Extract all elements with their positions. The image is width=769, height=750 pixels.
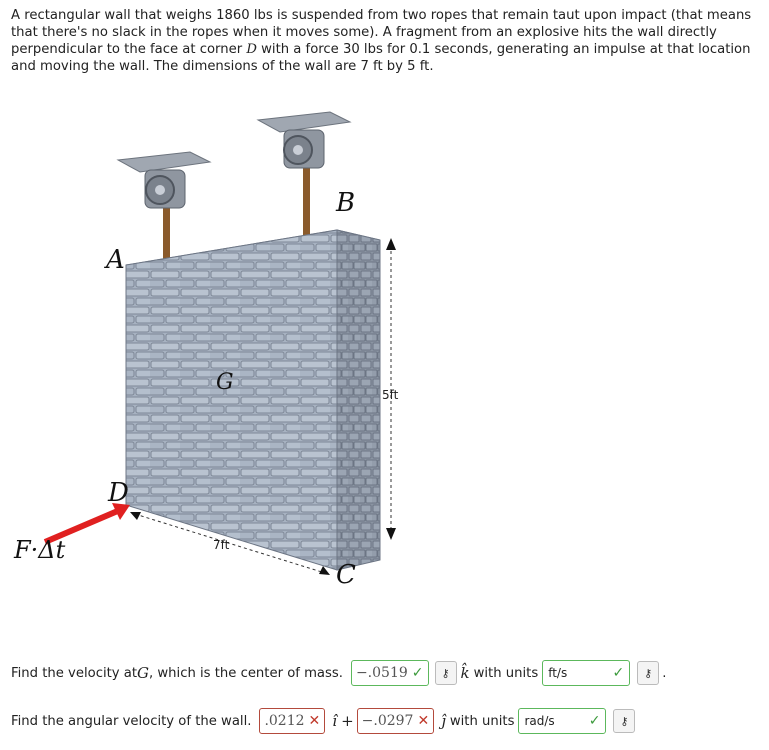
label-impulse: F·Δt: [14, 536, 66, 564]
key-icon[interactable]: ⚷: [435, 661, 457, 685]
q1-answer-field[interactable]: [351, 660, 429, 686]
cross-icon: ✕: [308, 713, 321, 729]
question-velocity: Find the velocity at G , which is the center of mass. −.0519 ✓ ⚷ k̂ with units ft/s ✓ ⚷ .: [11, 660, 666, 686]
key-icon[interactable]: ⚷: [637, 661, 659, 685]
problem-corner-label: D: [246, 42, 257, 57]
cross-icon: ✕: [417, 713, 430, 729]
problem-text-1: A rectangular wall that weighs 1860 lbs is suspended from two ropes that remain taut upon impact (that means that there's no slack in the ropes when it moves some). A fragment from an explosive hits the wall directly perpendicular to the face at corner: [11, 8, 752, 57]
check-icon: ✓: [612, 665, 625, 681]
problem-statement: [11, 7, 756, 75]
label-A: A: [106, 245, 125, 275]
q2-vector-j: ĵ: [441, 712, 446, 730]
q1-text-pre: Find the velocity at: [11, 665, 138, 681]
q2-text-pre: Find the angular velocity of the wall.: [11, 713, 252, 729]
q1-units-value: ft/s: [548, 666, 568, 680]
wall-side-face: [337, 230, 380, 570]
right-rope: [303, 165, 310, 235]
label-G: G: [216, 370, 234, 395]
q2-vector-i: î: [332, 712, 338, 730]
q1-G: G: [137, 664, 150, 682]
dim-width: 7ft: [213, 538, 230, 552]
q2-units-value: rad/s: [524, 714, 555, 728]
wall-illustration: [0, 90, 769, 610]
q1-answer-value: −.0519: [355, 665, 408, 681]
label-B: B: [336, 188, 356, 218]
problem-text-2: with a force 30 lbs for 0.1 seconds, generating an impulse at that location and moving the wall. The dimensions of the wall are 7 ft by 5 ft.: [11, 42, 751, 74]
wall-figure: [0, 90, 769, 610]
q2-units-field[interactable]: [518, 708, 606, 734]
key-icon[interactable]: ⚷: [613, 709, 635, 733]
wall-front-face: [126, 230, 337, 570]
q2-answer-i-value: .0212: [264, 713, 305, 729]
q2-answer-i-field[interactable]: [259, 708, 325, 734]
check-icon: ✓: [588, 713, 601, 729]
label-C: C: [336, 560, 356, 590]
check-icon: ✓: [411, 665, 424, 681]
q1-units-text: with units: [473, 665, 539, 681]
q2-answer-j-value: −.0297: [361, 713, 414, 729]
q1-vector: k̂: [460, 664, 470, 682]
q1-units-field[interactable]: [542, 660, 630, 686]
q1-text-post: , which is the center of mass.: [149, 665, 343, 681]
dim-height: 5ft: [382, 388, 399, 402]
q2-answer-j-field[interactable]: [357, 708, 435, 734]
question-angular-velocity: [11, 708, 635, 734]
q2-units-text: with units: [449, 713, 515, 729]
right-pulley-icon: [258, 112, 350, 168]
label-D: D: [108, 478, 129, 508]
q2-plus: +: [341, 712, 354, 730]
left-pulley-icon: [118, 152, 210, 208]
